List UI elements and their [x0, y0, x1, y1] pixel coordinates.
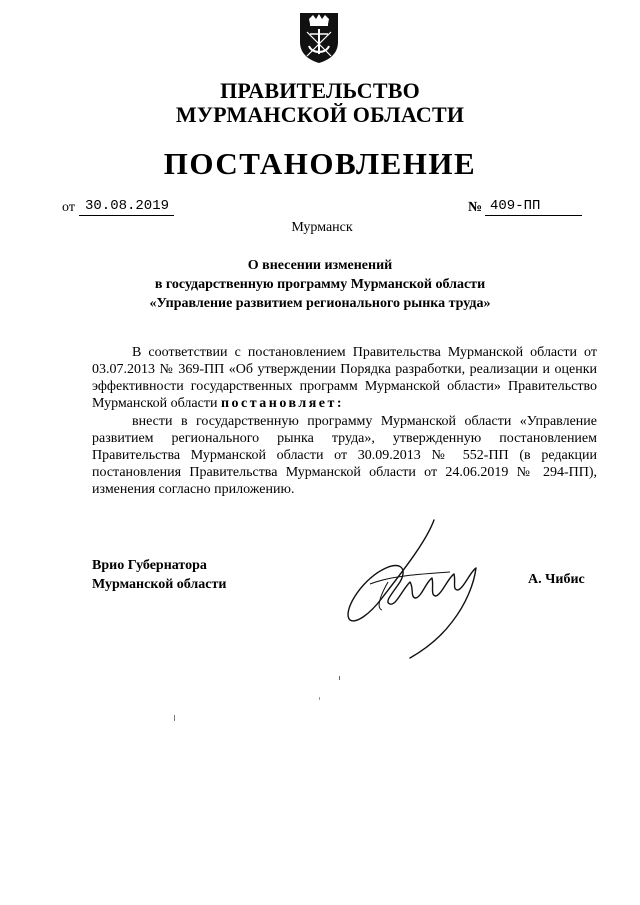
handwritten-signature: [330, 512, 490, 662]
document-number: 409-ПП: [485, 198, 582, 216]
document-date: 30.08.2019: [79, 198, 174, 216]
body-paragraph-1: [92, 344, 597, 412]
signatory-name: А. Чибис: [528, 572, 585, 587]
number-prefix: №: [468, 200, 483, 215]
signatory-position-line2: Мурманской области: [92, 577, 227, 592]
subject-line3: «Управление развитием регионального рынка труда»: [149, 296, 491, 311]
signatory-position-line1: Врио Губернатора: [92, 558, 207, 573]
coat-of-arms-icon: [297, 10, 341, 64]
city-name: Мурманск: [291, 220, 353, 235]
decree-keyword: постановляет:: [220, 396, 345, 411]
document-type-heading: ПОСТАНОВЛЕНИЕ: [163, 146, 477, 181]
document-subject: [0, 256, 640, 313]
subject-line1: О внесении изменений: [247, 258, 393, 273]
signatory-position: [92, 556, 226, 594]
date-prefix: от: [62, 200, 75, 215]
body-paragraph-2: внести в государственную программу Мурманской области «Управление развитием регионального рынка труда», утвержденную постановлением Правительства Мурманской области от 30.09.2013 № 552-ПП (в редакции постановления Правительства Мурманской области от 24.06.2019 № 294-ПП), изменения согласно приложению.: [92, 414, 597, 497]
body-paragraph-1-text: В соответствии с постановлением Правительства Мурманской области от 03.07.2013 № 369-ПП «Об утверждении Порядка разработки, реализации и оценки эффективности государственных программ Мурманской области» Правительство Мурманской области: [92, 345, 597, 411]
scan-speck: [339, 676, 340, 680]
subject-line2: в государственную программу Мурманской области: [154, 277, 486, 292]
scan-speck: [319, 697, 320, 700]
organization-title-line1: ПРАВИТЕЛЬСТВО: [220, 78, 420, 103]
scan-speck: [174, 715, 175, 721]
organization-title-line2: МУРМАНСКОЙ ОБЛАСТИ: [175, 102, 465, 127]
